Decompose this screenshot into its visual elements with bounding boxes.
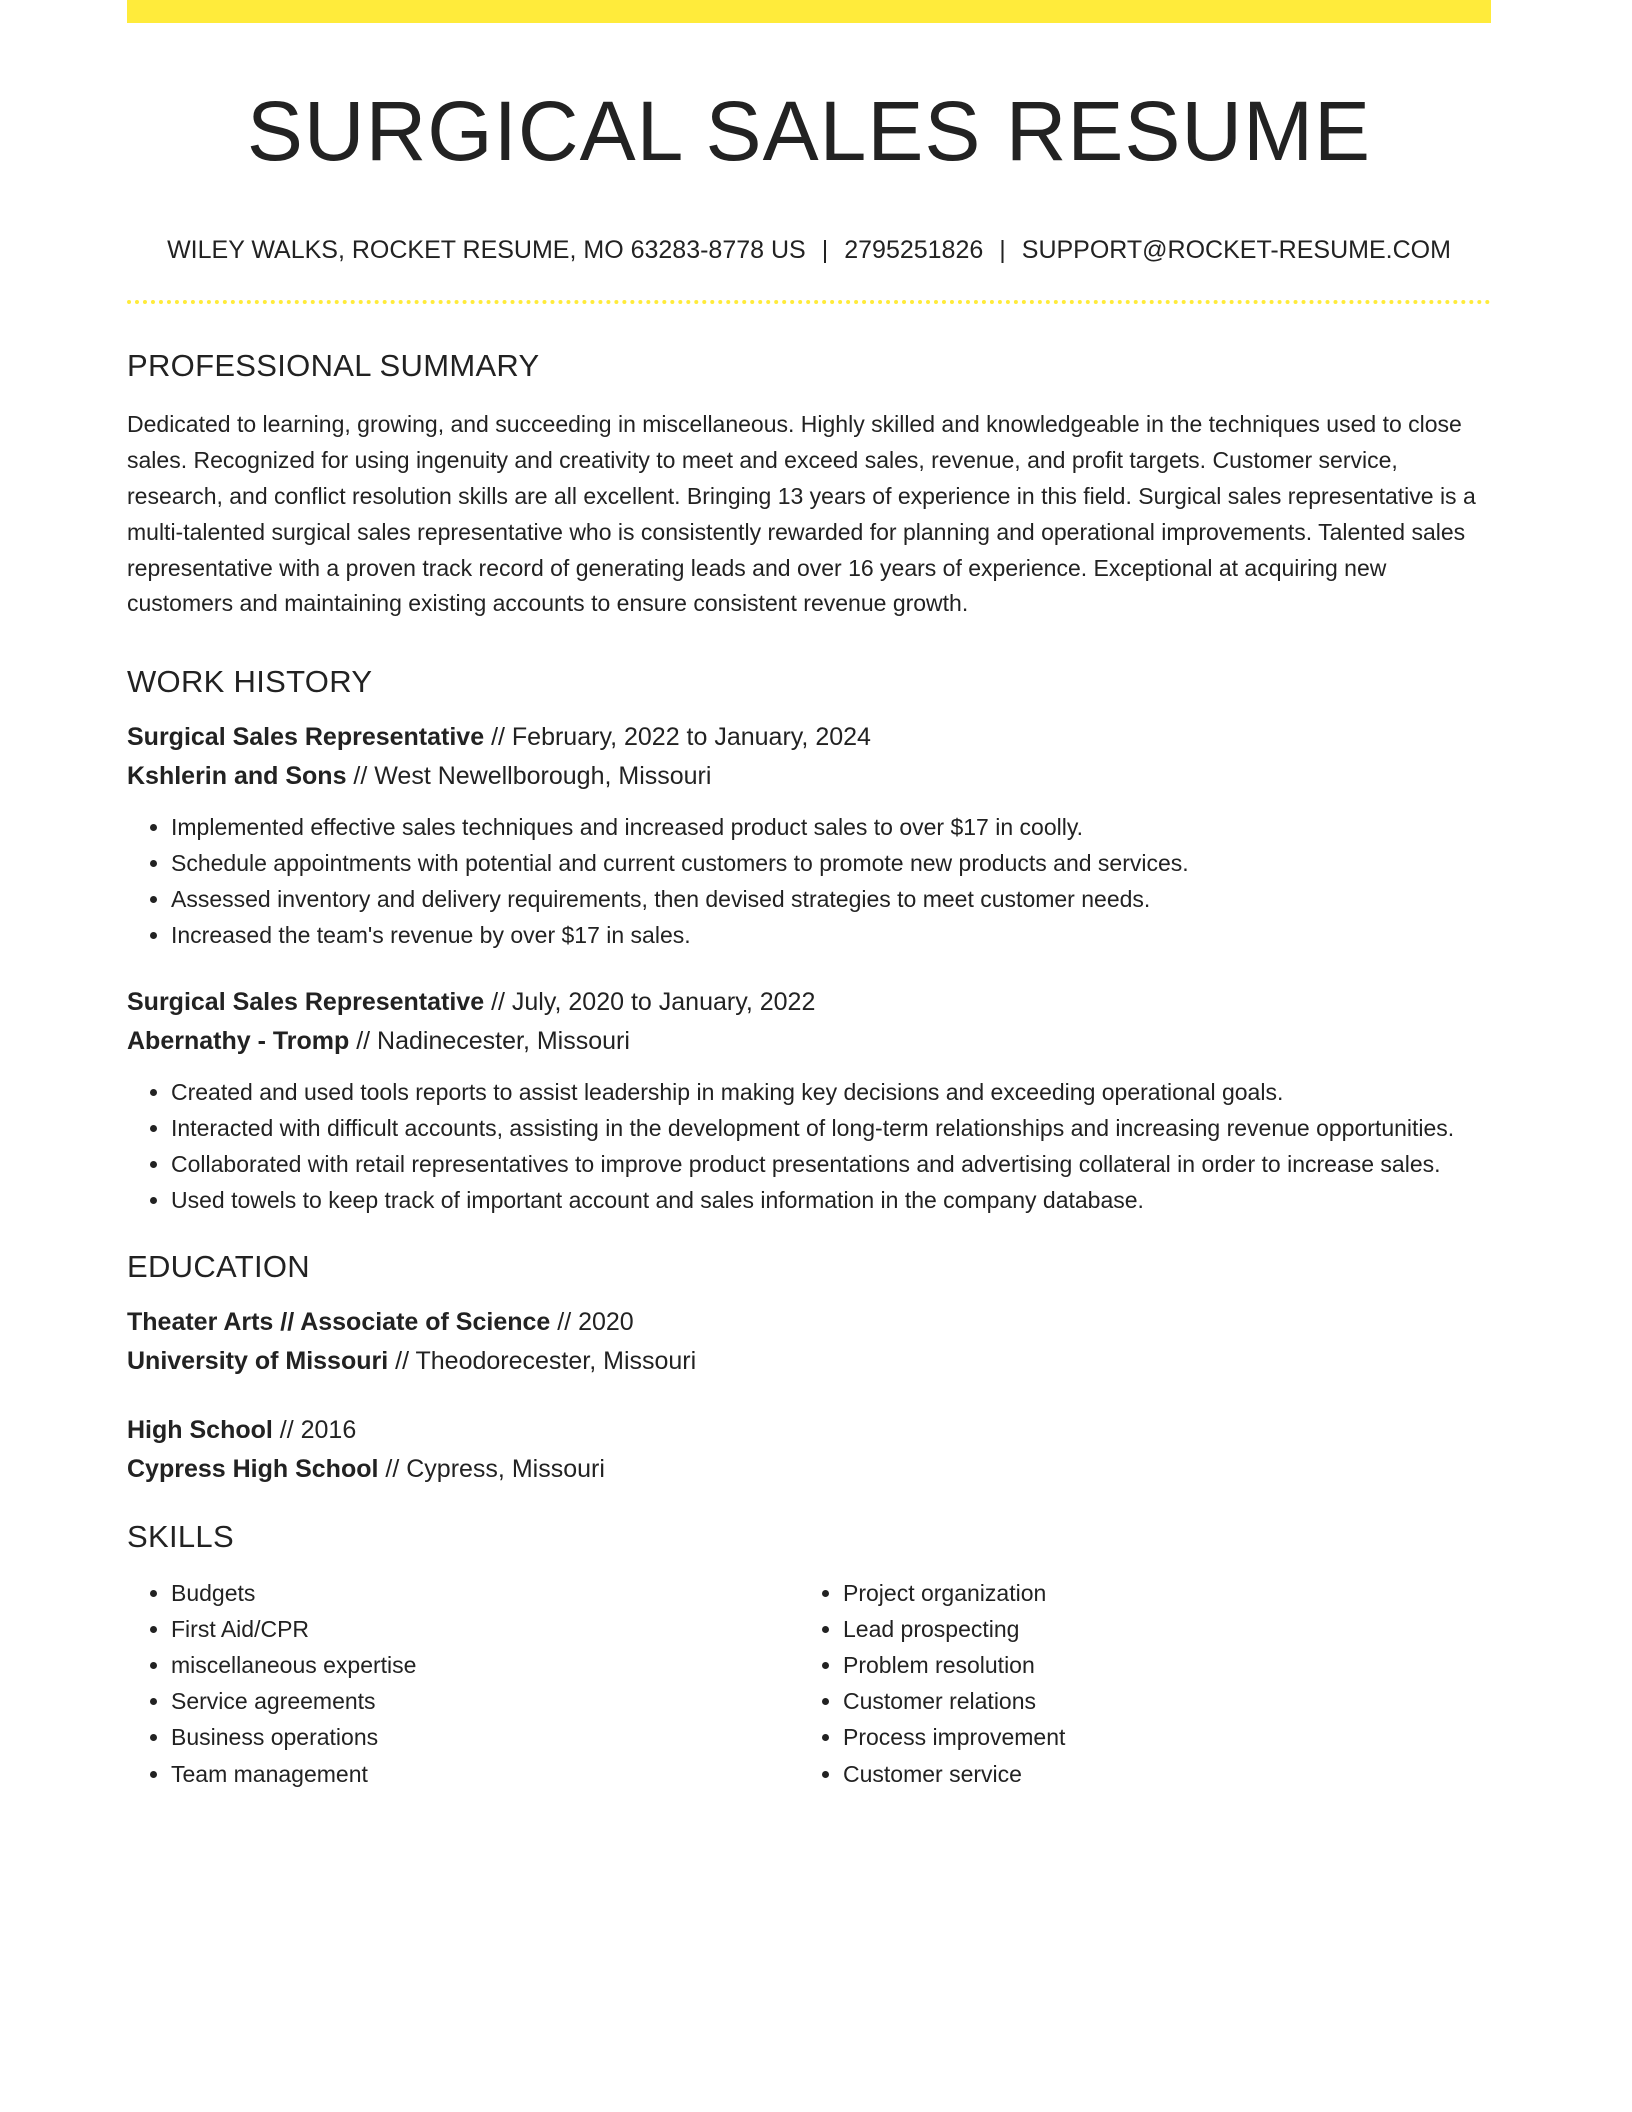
education-degree-line bbox=[127, 1411, 1491, 1450]
skill-item: • miscellaneous expertise bbox=[171, 1647, 799, 1683]
job-title-line bbox=[127, 983, 1491, 1022]
skill-item: • Process improvement bbox=[843, 1719, 1471, 1755]
job-bullet-list bbox=[127, 810, 1491, 953]
contact-line bbox=[127, 235, 1491, 265]
skill-item: • Customer relations bbox=[843, 1683, 1471, 1719]
resume-title: SURGICAL SALES RESUME bbox=[246, 84, 1372, 178]
education-entry bbox=[127, 1411, 1491, 1489]
education-entry bbox=[127, 1303, 1491, 1381]
education-school: Cypress High School bbox=[127, 1454, 379, 1483]
job-location: // West Newellborough, Missouri bbox=[346, 762, 712, 791]
list-item: • Used towels to keep track of important account and sales information in the company database. bbox=[171, 1183, 1491, 1219]
skills-list-right bbox=[799, 1575, 1471, 1792]
job-entry bbox=[127, 718, 1491, 953]
job-location: // Nadinecester, Missouri bbox=[349, 1027, 630, 1056]
summary-text: Dedicated to learning, growing, and succeeding in miscellaneous. Highly skilled and knowledgeable in the techniques used to close sales. Recognized for using ingenuity and creativity to meet and exceed sales, revenue, and profit targets. Customer service, research, and conflict resolution skills are all excellent. Bringing 13 years of experience in this field. Surgical sales representative is a multi-talented surgical sales representative who is consistently rewarded for planning and operational improvements. Talented sales representative with a proven track record of generating leads and over 16 years of experience. Exceptional at acquiring new customers and maintaining existing accounts to ensure consistent revenue growth. bbox=[127, 411, 1476, 617]
job-company: Abernathy - Tromp bbox=[127, 1027, 350, 1056]
top-accent-bar bbox=[127, 0, 1491, 23]
education-school-line bbox=[127, 1342, 1491, 1381]
skills-grid bbox=[127, 1575, 1491, 1792]
education-degree: High School bbox=[127, 1415, 273, 1444]
skill-item: • Business operations bbox=[171, 1719, 799, 1755]
skill-item: • Service agreements bbox=[171, 1683, 799, 1719]
resume-page bbox=[127, 0, 1491, 1792]
list-item: • Increased the team's revenue by over $17 in sales. bbox=[171, 918, 1491, 954]
skill-item: • First Aid/CPR bbox=[171, 1611, 799, 1647]
skill-item: • Team management bbox=[171, 1756, 799, 1792]
job-company-line bbox=[127, 757, 1491, 796]
skill-item: • Problem resolution bbox=[843, 1647, 1471, 1683]
contact-email: SUPPORT@ROCKET-RESUME.COM bbox=[1021, 236, 1451, 265]
education-degree: Theater Arts // Associate of Science bbox=[127, 1307, 551, 1336]
work-history-heading: WORK HISTORY bbox=[127, 664, 373, 700]
education-year: // 2016 bbox=[272, 1415, 357, 1444]
dotted-divider bbox=[127, 300, 1491, 304]
job-dates: // February, 2022 to January, 2024 bbox=[484, 723, 871, 752]
job-entry bbox=[127, 983, 1491, 1218]
list-item: • Schedule appointments with potential and current customers to promote new products and services. bbox=[171, 846, 1491, 882]
list-item: • Implemented effective sales techniques and increased product sales to over $17 in coolly. bbox=[171, 810, 1491, 846]
summary-heading: PROFESSIONAL SUMMARY bbox=[127, 348, 540, 384]
list-item: • Interacted with difficult accounts, assisting in the development of long-term relationships and increasing revenue opportunities. bbox=[171, 1111, 1491, 1147]
skill-item: • Budgets bbox=[171, 1575, 799, 1611]
skill-item: • Lead prospecting bbox=[843, 1611, 1471, 1647]
education-heading: EDUCATION bbox=[127, 1248, 310, 1284]
contact-address: WILEY WALKS, ROCKET RESUME, MO 63283-8778 US bbox=[167, 236, 806, 265]
skill-item: • Project organization bbox=[843, 1575, 1471, 1611]
contact-separator: | bbox=[821, 236, 829, 265]
job-title-line bbox=[127, 718, 1491, 757]
job-bullet-list bbox=[127, 1075, 1491, 1218]
skill-item: • Customer service bbox=[843, 1756, 1471, 1792]
skills-heading: SKILLS bbox=[127, 1518, 234, 1554]
education-location: // Cypress, Missouri bbox=[378, 1454, 605, 1483]
job-company-line bbox=[127, 1022, 1491, 1061]
job-dates: // July, 2020 to January, 2022 bbox=[484, 988, 816, 1017]
education-year: // 2020 bbox=[550, 1307, 634, 1336]
contact-separator: | bbox=[999, 236, 1006, 265]
education-school-line bbox=[127, 1450, 1491, 1489]
list-item: • Assessed inventory and delivery requirements, then devised strategies to meet customer needs. bbox=[171, 882, 1491, 918]
list-item: • Collaborated with retail representatives to improve product presentations and advertising collateral in order to increase sales. bbox=[171, 1147, 1491, 1183]
job-title: Surgical Sales Representative bbox=[127, 723, 485, 752]
contact-phone: 2795251826 bbox=[844, 236, 984, 265]
skills-list-left bbox=[127, 1575, 799, 1792]
education-school: University of Missouri bbox=[127, 1346, 389, 1375]
education-location: // Theodorecester, Missouri bbox=[388, 1346, 697, 1375]
job-company: Kshlerin and Sons bbox=[127, 762, 347, 791]
job-title: Surgical Sales Representative bbox=[127, 988, 485, 1017]
list-item: • Created and used tools reports to assist leadership in making key decisions and exceeding operational goals. bbox=[171, 1075, 1491, 1111]
education-degree-line bbox=[127, 1303, 1491, 1342]
